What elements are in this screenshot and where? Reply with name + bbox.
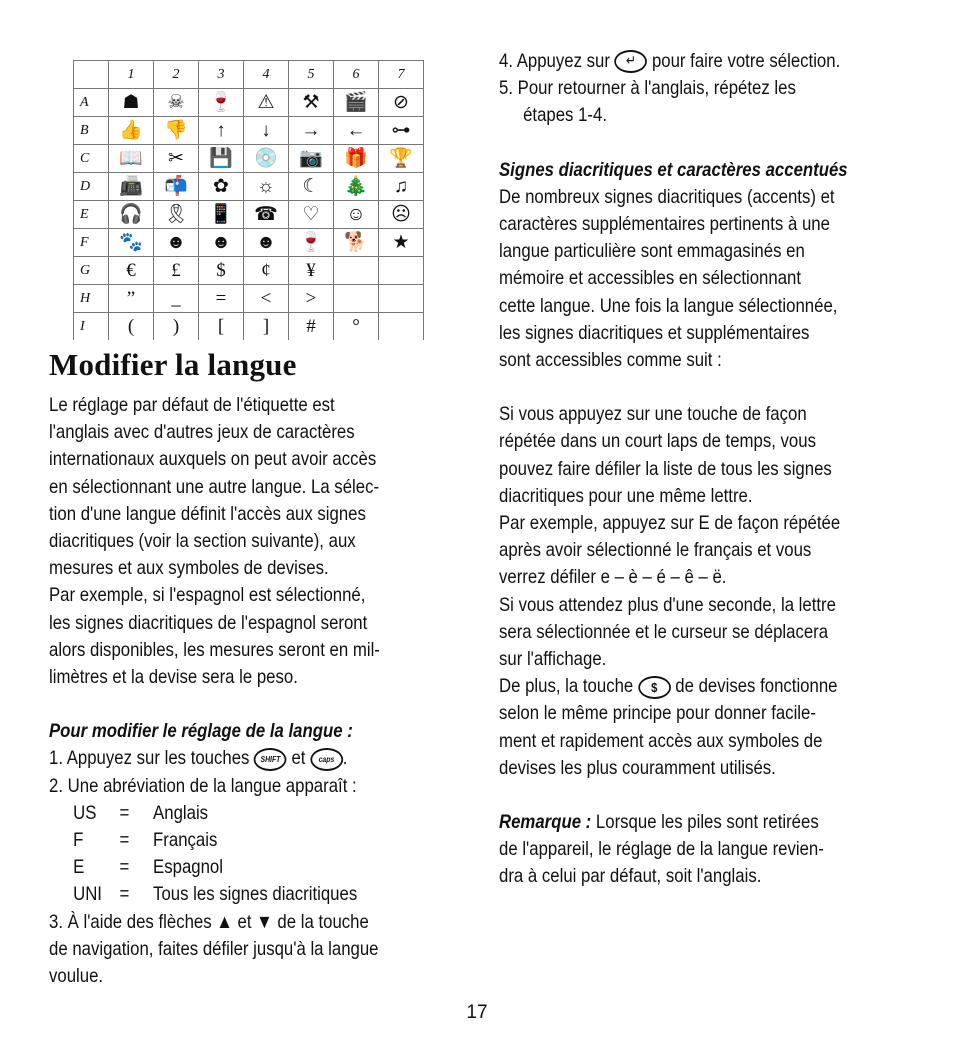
language-eq: = — [119, 801, 130, 824]
text-line: devises les plus couramment utilisés. — [499, 756, 776, 779]
symbol-cell: ☾ — [289, 173, 334, 201]
text-line: les signes diacritiques de l'espagnol seront — [49, 611, 368, 634]
table-row — [74, 257, 424, 285]
symbol-cell: 💿 — [244, 145, 289, 173]
symbol-cell: ] — [244, 313, 289, 341]
change-language-subheading: Pour modifier le réglage de la langue : — [49, 720, 353, 743]
symbol-cell: ☺ — [334, 201, 379, 229]
row-header: F — [74, 229, 109, 257]
symbol-cell: 👍 — [109, 117, 154, 145]
text-line: tion d'une langue définit l'accès aux signes — [49, 502, 366, 525]
symbol-cell: = — [199, 285, 244, 313]
symbol-cell: 🍷 — [199, 89, 244, 117]
text-line: l'anglais avec d'autres jeux de caractères — [49, 421, 355, 444]
symbol-cell: ” — [109, 285, 154, 313]
symbol-cell: 🎁 — [334, 145, 379, 173]
column-header: 7 — [379, 61, 424, 89]
symbol-cell: ☻ — [244, 229, 289, 257]
symbol-cell: ⊘ — [379, 89, 424, 117]
text-line: internationaux auxquels on peut avoir accès — [49, 448, 377, 471]
text-line: mesures et aux symboles de devises. — [49, 557, 329, 580]
currency-line — [499, 673, 910, 700]
text-line: De nombreux signes diacritiques (accents) et — [499, 185, 835, 208]
language-name: Français — [153, 829, 218, 852]
step-5-line-2: étapes 1-4. — [523, 104, 607, 127]
row-header: G — [74, 257, 109, 285]
language-name: Espagnol — [153, 856, 224, 879]
column-header: 6 — [334, 61, 379, 89]
row-header: D — [74, 173, 109, 201]
symbol-cell: ⚒ — [289, 89, 334, 117]
note-text: Lorsque les piles sont retirées — [595, 811, 819, 834]
symbol-cell: 👎 — [154, 117, 199, 145]
step-4-text: 4. Appuyez sur — [499, 50, 610, 72]
text-line: sera sélectionnée et le curseur se déplacera — [499, 620, 829, 643]
symbol-cell: 🎧 — [109, 201, 154, 229]
symbol-cell: 🎄 — [334, 173, 379, 201]
symbol-cell: ☗ — [109, 89, 154, 117]
step-3 — [49, 909, 453, 991]
symbol-cell: ✂ — [154, 145, 199, 173]
symbol-cell: _ — [154, 285, 199, 313]
symbol-cell — [334, 285, 379, 313]
symbol-cell: ♫ — [379, 173, 424, 201]
text-line: sont accessibles comme suit : — [499, 349, 722, 372]
symbol-cell: ♡ — [289, 201, 334, 229]
symbol-cell — [379, 313, 424, 341]
step-4 — [499, 48, 910, 75]
text-line: répétée dans un court laps de temps, vous — [499, 430, 816, 453]
text-line: alors disponibles, les mesures seront en mil- — [49, 638, 380, 661]
text-line: Par exemple, appuyez sur E de façon répétée — [499, 512, 841, 535]
symbol-cell: < — [244, 285, 289, 313]
row-header: I — [74, 313, 109, 341]
row-header: E — [74, 201, 109, 229]
symbol-cell: 🍷 — [289, 229, 334, 257]
language-item — [49, 800, 453, 827]
language-code: US — [73, 801, 97, 824]
text-line: dra à celui par défaut, soit l'anglais. — [499, 865, 762, 888]
language-code: UNI — [73, 883, 102, 906]
column-header: 2 — [154, 61, 199, 89]
table-row — [74, 173, 424, 201]
language-eq: = — [119, 883, 130, 906]
table-row — [74, 229, 424, 257]
currency-text: De plus, la touche — [499, 675, 634, 698]
symbol-cell: 📬 — [154, 173, 199, 201]
diacritics-paragraph-2 — [499, 401, 910, 673]
column-header: 1 — [109, 61, 154, 89]
language-item — [49, 827, 453, 854]
symbol-cell: 💾 — [199, 145, 244, 173]
table-row — [74, 117, 424, 145]
language-name: Tous les signes diacritiques — [153, 883, 358, 906]
caps-key-icon: caps — [310, 748, 343, 771]
table-row — [74, 145, 424, 173]
text-line: pouvez faire défiler la liste de tous les signes — [499, 457, 832, 480]
return-key-icon: ↵ — [615, 50, 648, 73]
symbol-cell: [ — [199, 313, 244, 341]
text-line: caractères supplémentaires pertinents à une — [499, 213, 830, 236]
table-row — [74, 89, 424, 117]
column-header: 4 — [244, 61, 289, 89]
text-line: diacritiques (voir la section suivante), aux — [49, 530, 356, 553]
symbol-cell: ↑ — [199, 117, 244, 145]
step-5-line-1: 5. Pour retourner à l'anglais, répétez les — [499, 77, 796, 100]
language-name: Anglais — [153, 801, 209, 824]
symbol-cell — [379, 257, 424, 285]
language-list — [49, 800, 453, 909]
language-code: F — [73, 829, 84, 852]
symbol-cell: € — [109, 257, 154, 285]
symbol-cell: ☻ — [199, 229, 244, 257]
text-line: cette langue. Une fois la langue sélectionnée, — [499, 294, 838, 317]
note-paragraph — [499, 836, 910, 890]
text-line: 3. À l'aide des flèches ▲ et ▼ de la touche — [49, 910, 369, 933]
text-line: Par exemple, si l'espagnol est sélectionné, — [49, 584, 366, 607]
symbol-cell: ← — [334, 117, 379, 145]
symbol-cell: # — [289, 313, 334, 341]
page-number: 17 — [466, 1002, 488, 1023]
table-row — [74, 285, 424, 313]
language-eq: = — [119, 829, 130, 852]
symbol-cell: ☼ — [244, 173, 289, 201]
row-header: B — [74, 117, 109, 145]
currency-key-icon: $ — [638, 676, 671, 699]
text-line: après avoir sélectionné le français et vous — [499, 539, 812, 562]
symbol-cell: ¥ — [289, 257, 334, 285]
symbol-cell: $ — [199, 257, 244, 285]
step-4-text-end: pour faire votre sélection. — [651, 50, 841, 72]
currency-text-end: de devises fonctionne — [675, 675, 838, 698]
note-line — [499, 809, 910, 836]
step-2: 2. Une abréviation de la langue apparaît : — [49, 774, 357, 797]
symbol-cell: ° — [334, 313, 379, 341]
shift-key-icon: SHIFT — [254, 748, 287, 771]
text-line: Le réglage par défaut de l'étiquette est — [49, 394, 335, 416]
intro-paragraph — [49, 392, 453, 691]
symbol-cell: 📷 — [289, 145, 334, 173]
symbol-cell: ⚠ — [244, 89, 289, 117]
step-1-text: 1. Appuyez sur les touches — [49, 747, 250, 770]
text-line: mémoire et accessibles en sélectionnant — [499, 267, 802, 290]
left-column — [49, 392, 449, 990]
symbol-cell: > — [289, 285, 334, 313]
symbol-table — [73, 60, 424, 340]
diacritics-paragraph-1 — [499, 184, 910, 374]
symbol-cell: ☠ — [154, 89, 199, 117]
symbol-cell: ↓ — [244, 117, 289, 145]
symbol-cell: 🐕 — [334, 229, 379, 257]
symbol-cell: ★ — [379, 229, 424, 257]
symbol-cell: → — [289, 117, 334, 145]
currency-paragraph — [499, 700, 910, 782]
table-row — [74, 201, 424, 229]
text-line: ment et rapidement accès aux symboles de — [499, 729, 823, 752]
column-header: 3 — [199, 61, 244, 89]
text-line: sur l'affichage. — [499, 648, 607, 671]
right-column — [499, 48, 909, 891]
symbol-cell: 🎬 — [334, 89, 379, 117]
symbol-cell: ☎ — [244, 201, 289, 229]
symbol-cell: ✿ — [199, 173, 244, 201]
text-line: Si vous appuyez sur une touche de façon — [499, 403, 807, 426]
symbol-cell: 📖 — [109, 145, 154, 173]
text-line: les signes diacritiques et supplémentaires — [499, 321, 810, 344]
page-heading: Modifier la langue — [49, 347, 297, 382]
text-line: verrez défiler e – è – é – ê – ë. — [499, 566, 727, 589]
symbol-cell: 🐾 — [109, 229, 154, 257]
symbol-cell — [379, 285, 424, 313]
note-label: Remarque : — [499, 811, 592, 834]
text-line: selon le même principe pour donner facile- — [499, 702, 816, 725]
step-1-and: et — [291, 747, 306, 770]
text-line: langue particulière sont emmagasinés en — [499, 240, 805, 263]
table-row — [74, 313, 424, 341]
text-line: de l'appareil, le réglage de la langue revien- — [499, 838, 824, 861]
symbol-cell: 📱 — [199, 201, 244, 229]
text-line: limètres et la devise sera le peso. — [49, 666, 298, 689]
text-line: voulue. — [49, 965, 104, 988]
table-corner — [74, 61, 109, 89]
symbol-cell: 📠 — [109, 173, 154, 201]
row-header: H — [74, 285, 109, 313]
symbol-cell: 🏆 — [379, 145, 424, 173]
language-item — [49, 854, 453, 881]
column-header: 5 — [289, 61, 334, 89]
step-1 — [49, 745, 453, 772]
step-1-period: . — [342, 747, 348, 770]
symbol-cell: ( — [109, 313, 154, 341]
symbol-cell: 🎗 — [154, 201, 199, 229]
symbol-cell: ⊶ — [379, 117, 424, 145]
diacritics-subheading: Signes diacritiques et caractères accentués — [499, 158, 848, 181]
language-eq: = — [119, 856, 130, 879]
symbol-cell — [334, 257, 379, 285]
text-line: Si vous attendez plus d'une seconde, la lettre — [499, 593, 836, 616]
language-item — [49, 881, 453, 908]
row-header: A — [74, 89, 109, 117]
symbol-cell: £ — [154, 257, 199, 285]
text-line: de navigation, faites défiler jusqu'à la langue — [49, 937, 379, 960]
symbol-cell: ) — [154, 313, 199, 341]
row-header: C — [74, 145, 109, 173]
symbol-cell: ☹ — [379, 201, 424, 229]
language-code: E — [73, 856, 85, 879]
text-line: diacritiques pour une même lettre. — [499, 484, 753, 507]
symbol-cell: ¢ — [244, 257, 289, 285]
symbol-cell: ☻ — [154, 229, 199, 257]
text-line: en sélectionnant une autre langue. La sélec- — [49, 475, 380, 498]
